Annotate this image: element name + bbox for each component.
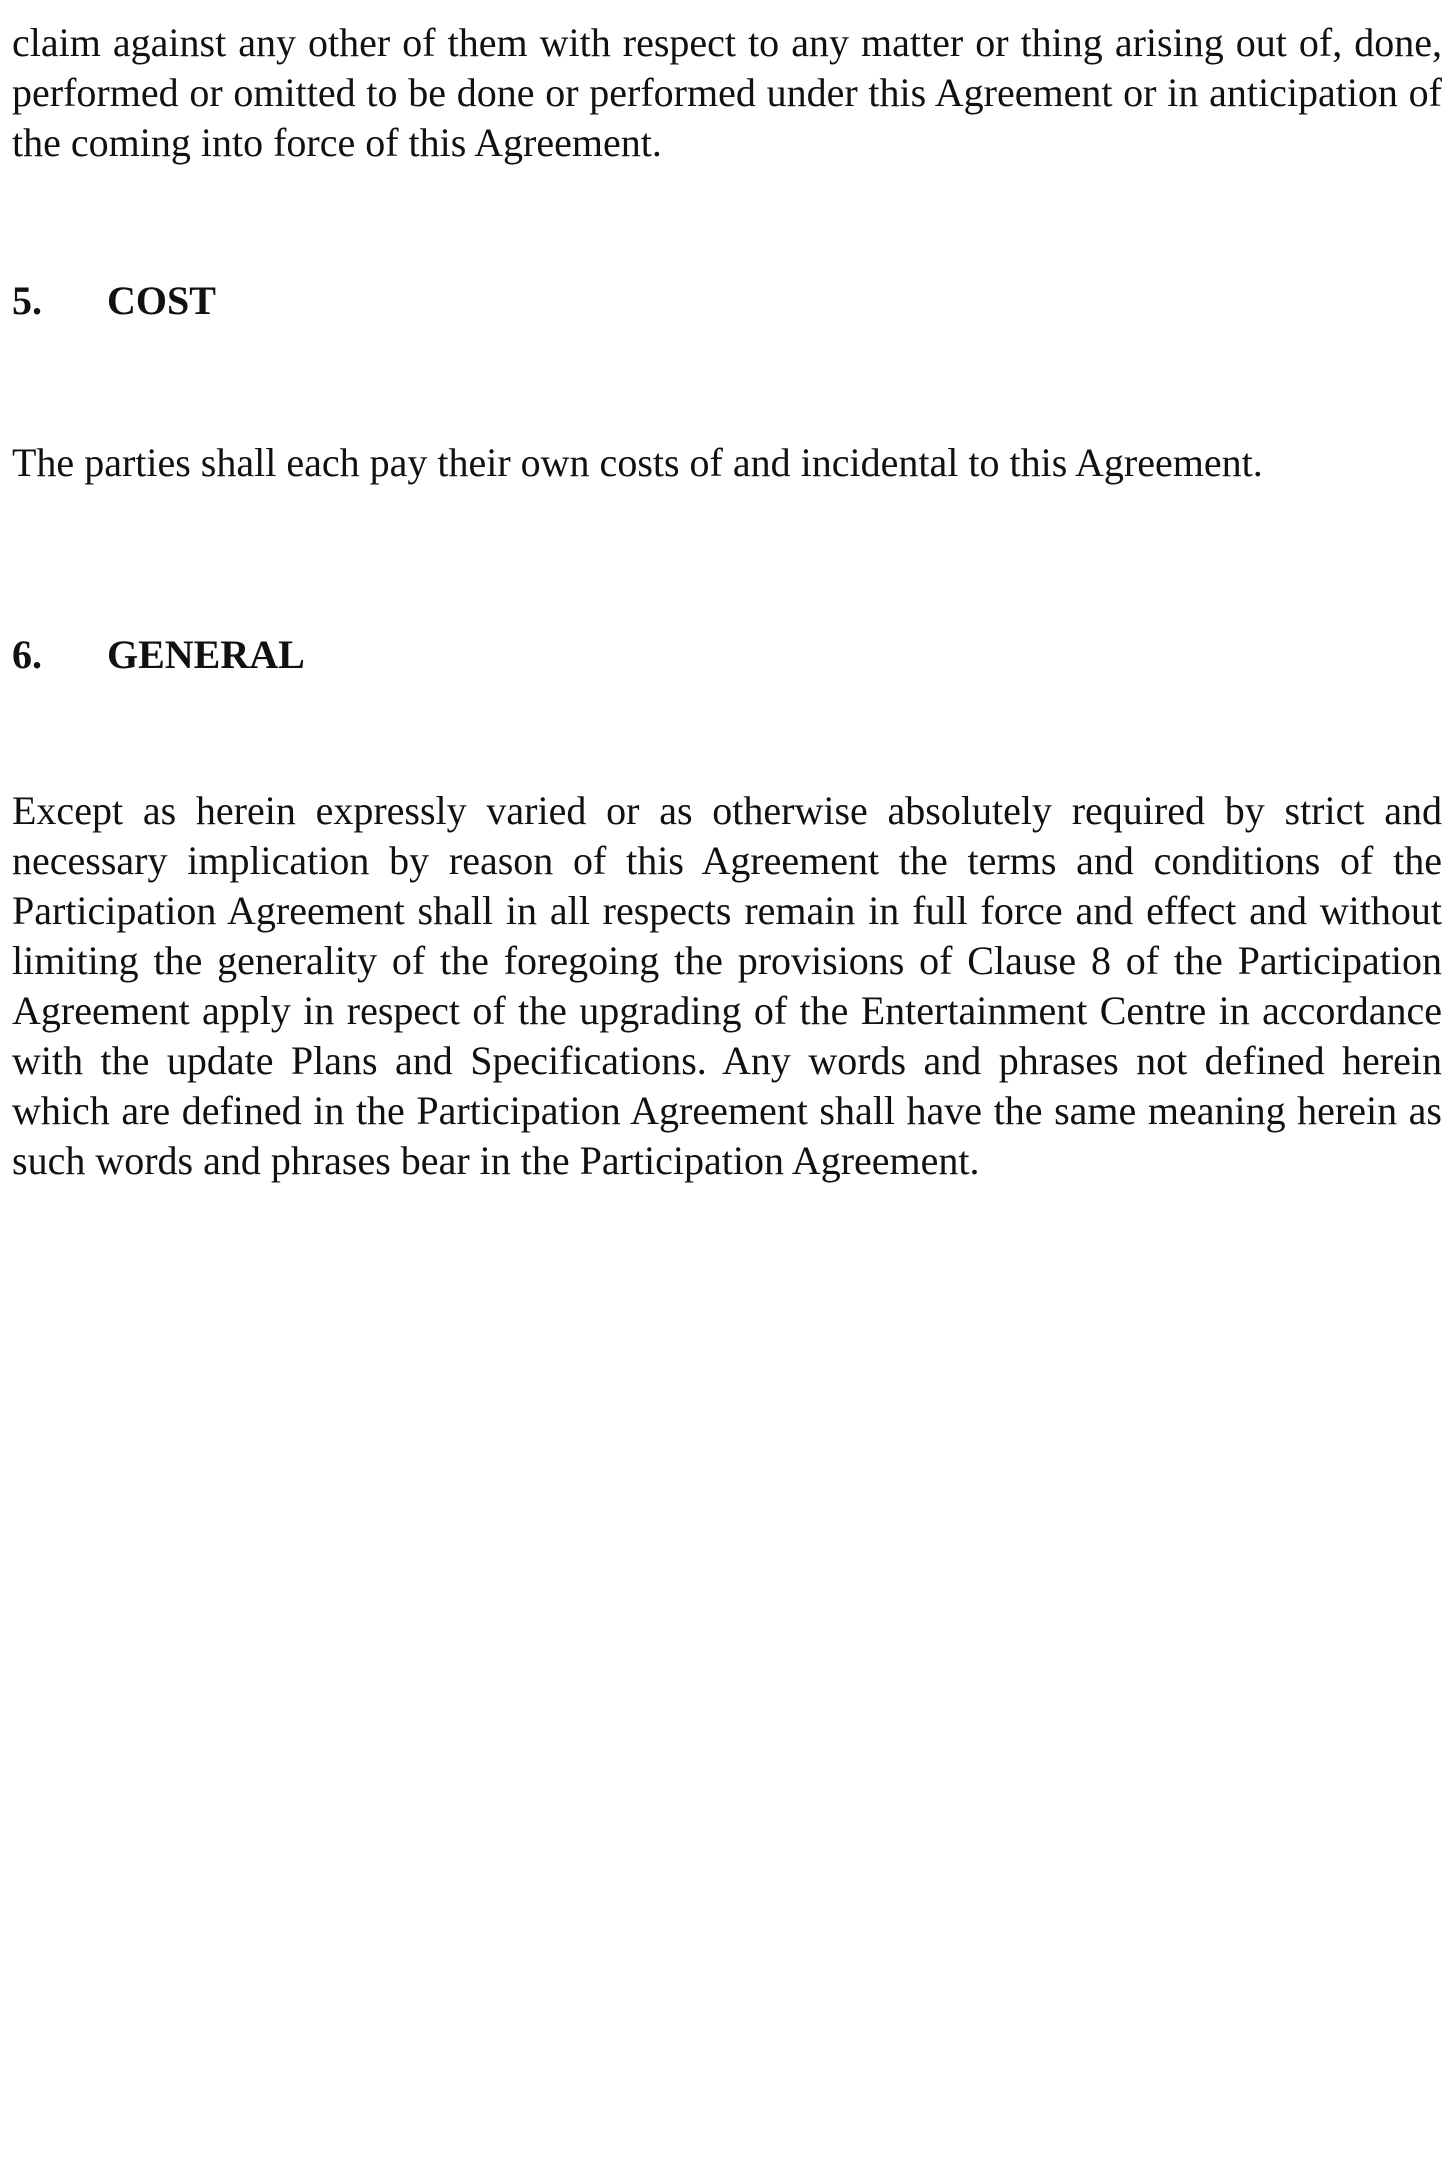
- section-title: GENERAL: [107, 632, 305, 677]
- section-number: 5.: [12, 278, 42, 323]
- intro-paragraph: claim against any other of them with respect to any matter or thing arising out of, done, performed or omitted to be done or performed under this Agreement or in anticipation of the coming into force of this Agreement.: [12, 20, 1442, 165]
- section-body-general: Except as herein expressly varied or as otherwise absolutely required by strict and necessary implication by reason of this Agreement the terms and conditions of the Participation Agreement shall in all respects remain in full force and effect and without limiting the generality of the foregoing the provisions of Clause 8 of the Participation Agreement apply in respect of the upgrading of the Entertainment Centre in accordance with the update Plans and Specifications. Any words and phrases not defined herein which are defined in the Participation Agreement shall have the same meaning herein as such words and phrases bear in the Participation Agreement.: [12, 788, 1442, 1183]
- section-body-cost: The parties shall each pay their own costs of and incidental to this Agreement.: [12, 440, 1263, 485]
- section-number: 6.: [12, 632, 42, 677]
- section-heading-general: [12, 630, 305, 680]
- section-heading-cost: [12, 276, 216, 326]
- section-title: COST: [107, 278, 216, 323]
